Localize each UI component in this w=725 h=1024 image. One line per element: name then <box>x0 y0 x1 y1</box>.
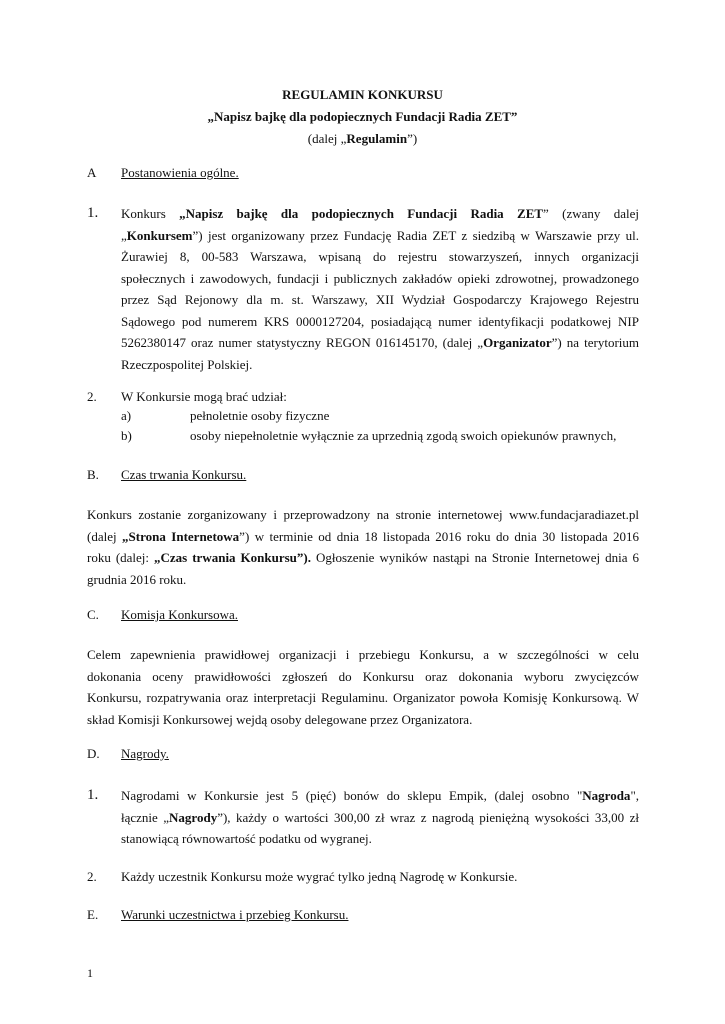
section-a-p1-line <box>121 203 639 225</box>
defined-term-konkursem: Konkursem <box>126 227 193 243</box>
defined-term-czas: „Czas trwania Konkursu”). <box>154 550 311 565</box>
section-a-p1-line: przez Sąd Rejonowy dla m. st. Warszawy, XII Wydział Gospodarczy Krajowego Rejestru <box>121 292 639 307</box>
section-b-line: Konkurs zostanie zorganizowany i przeprowadzony na stronie internetowej www.fundacjaradiazet.pl <box>87 507 639 522</box>
section-c-letter: C. <box>87 607 99 622</box>
text-span: ”) na terytorium <box>551 335 639 350</box>
text-span: „ <box>121 227 127 243</box>
title-line-2: „Napisz bajkę dla podopiecznych Fundacji Radia ZET” <box>207 109 518 124</box>
defined-term-nagroda: Nagroda <box>582 788 631 803</box>
defined-term-nagrody: Nagrody <box>169 809 218 825</box>
section-a-p1-line: Żurawiej 8, 00-583 Warszawa, wpisaną do rejestru stowarzyszeń, innych organizacji <box>121 249 639 264</box>
section-d-p2-text: Każdy uczestnik Konkursu może wygrać tylko jedną Nagrodę w Konkursie. <box>121 869 518 884</box>
section-d-p1-number: 1. <box>87 787 99 803</box>
section-b-title: Czas trwania Konkursu. <box>121 467 247 482</box>
section-a-p1 <box>121 203 639 375</box>
document-title <box>0 84 725 150</box>
section-c-line: skład Komisji Konkursowej wejdą osoby delegowane przez Organizatora. <box>87 711 473 727</box>
section-e-heading <box>87 905 348 925</box>
text-span: ”) jest organizowany przez Fundację Radia ZET z siedzibą w Warszawie przy ul. <box>192 227 639 243</box>
section-a-p1-line <box>121 225 639 247</box>
section-d-p1 <box>121 785 639 850</box>
section-a-p1-line <box>121 332 639 354</box>
section-e-letter: E. <box>87 907 99 922</box>
section-c-title: Komisja Konkursowa. <box>121 607 238 622</box>
section-a-p2-intro: W Konkursie mogą brać udział: <box>121 389 287 404</box>
contest-name: „Napisz bajkę dla podopiecznych Fundacji Radia ZET <box>179 206 544 221</box>
section-a-p2-item-b <box>121 425 616 447</box>
title-line-3 <box>0 128 725 150</box>
list-text: osoby niepełnoletnie wyłącznie za uprzednią zgodą swoich opiekunów prawnych, <box>190 428 617 443</box>
section-d-p1-line: stanowiącą równowartość podatku od wygranej. <box>121 831 372 846</box>
section-a-p2-number: 2. <box>87 389 97 404</box>
text-span: (dalej <box>87 528 123 544</box>
text-span: Nagrodami w Konkursie jest 5 (pięć) bonów do sklepu Empik, (dalej osobno " <box>121 788 583 803</box>
section-a-p2-item-a <box>121 405 329 427</box>
title-line-3-pre: (dalej „ <box>307 131 347 146</box>
section-c-line: dokonania oceny prawidłowości zgłoszeń do Konkursu oraz dokonania wyboru zwycięzców <box>87 668 639 684</box>
section-a-p1-number: 1. <box>87 205 99 221</box>
section-b-heading <box>87 465 246 485</box>
section-a-p1-line: Sądowego pod numerem KRS 0000127204, posiadającą numer identyfikacji podatkowej NIP <box>121 313 639 329</box>
section-a-letter: A <box>87 165 97 180</box>
defined-term-organizator: Organizator <box>483 335 552 350</box>
section-b-line <box>87 547 639 569</box>
page-number: 1 <box>87 966 93 980</box>
list-label: a) <box>121 408 132 423</box>
section-a-p1-line: Rzeczpospolitej Polskiej. <box>121 356 253 372</box>
text-span: ”), każdy o wartości 300,00 zł wraz z nagrodą pieniężną wysokości 33,00 zł <box>217 809 640 825</box>
list-label: b) <box>121 428 132 443</box>
section-a-p1-line: społecznych i zawodowych, fundacji i publicznych zakładów opieki zdrowotnej, prowadzonego <box>121 270 639 286</box>
section-a-heading <box>87 163 239 183</box>
section-a-title: Postanowienia ogólne. <box>121 165 239 180</box>
section-b-line: grudnia 2016 roku. <box>87 571 187 587</box>
text-span: ” (zwany dalej <box>543 206 640 221</box>
section-d-heading <box>87 744 169 764</box>
section-d-p1-line <box>121 785 639 807</box>
section-b-paragraph <box>87 504 639 590</box>
section-c-heading <box>87 605 238 625</box>
text-span: łącznie „ <box>121 809 170 825</box>
section-c-line: Celem zapewnienia prawidłowej organizacji i przebiegu Konkursu, a w szczególności w celu <box>87 647 639 662</box>
title-line-3-bold: Regulamin <box>346 131 408 146</box>
text-span: Ogłoszenie wyników nastąpi na Stronie Internetowej dnia 6 <box>310 550 639 565</box>
section-d-letter: D. <box>87 746 100 761</box>
section-e-title: Warunki uczestnictwa i przebieg Konkursu. <box>121 907 349 922</box>
title-line-1: REGULAMIN KONKURSU <box>282 87 443 102</box>
section-d-p2-number: 2. <box>87 869 97 884</box>
text-span: ", <box>630 788 639 803</box>
text-span: Konkurs <box>121 206 180 221</box>
section-c-paragraph <box>87 644 639 730</box>
section-d-title: Nagrody. <box>121 746 169 761</box>
text-span: roku (dalej: <box>87 550 155 565</box>
section-c-line: Konkursu, rozpatrywania oraz interpretacji Regulaminu. Organizator powoła Komisję Konkursową. W <box>87 690 639 705</box>
section-d-p1-line <box>121 807 639 829</box>
defined-term-strona: „Strona Internetowa <box>122 528 240 544</box>
text-span: 5262380147 oraz numer statystyczny REGON 016145170, (dalej „ <box>121 335 484 350</box>
list-text: pełnoletnie osoby fizyczne <box>190 408 330 423</box>
section-b-letter: B. <box>87 467 99 482</box>
text-span: ”) w terminie od dnia 18 listopada 2016 roku do dnia 30 listopada 2016 <box>239 528 640 544</box>
title-line-3-post: ”) <box>407 131 418 146</box>
section-b-line <box>87 526 639 548</box>
